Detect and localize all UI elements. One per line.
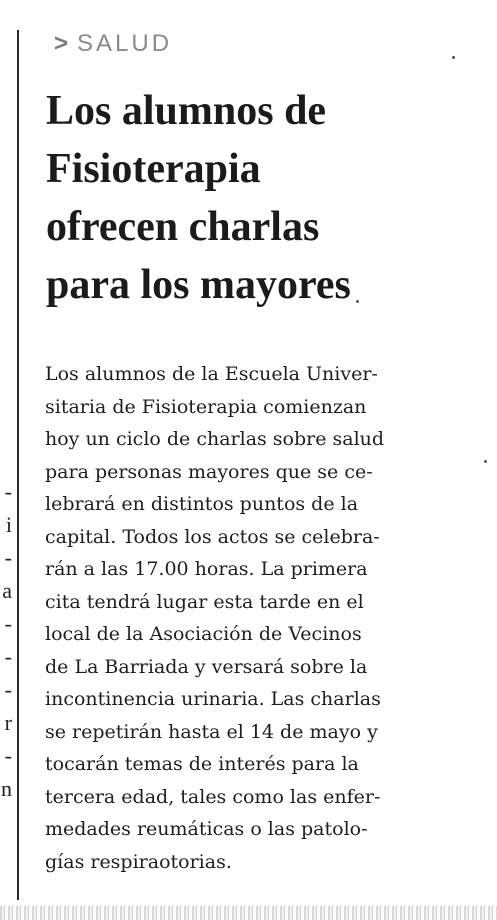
body-line: Los alumnos de la Escuela Univer- (45, 363, 378, 385)
section-label (54, 30, 172, 58)
body-line: lebrará en distintos puntos de la (45, 493, 359, 515)
section-name: SALUD (77, 30, 173, 57)
body-line: incontinencia urinaria. Las charlas (45, 688, 381, 710)
body-line: capital. Todos los actos se celebra- (45, 525, 380, 548)
body-line: cita tendrá lugar esta tarde en el (45, 590, 364, 613)
headline-line: para los mayores (46, 262, 351, 308)
section-arrow-icon: > (54, 30, 72, 57)
fragment: - (4, 611, 12, 636)
adjacent-column-fragments (0, 475, 12, 805)
headline-line: ofrecen charlas (46, 204, 320, 250)
body-line: medades reumáticas o las patolo- (45, 818, 368, 840)
headline (46, 82, 466, 314)
body-line: local de la Asociación de Vecinos (45, 623, 362, 645)
body-line: gías respiraotorias. (45, 850, 232, 873)
body-line: de La Barriada y versará sobre la (45, 655, 368, 678)
column-divider (17, 30, 19, 900)
scan-speck (484, 460, 487, 463)
article-body (45, 358, 470, 878)
body-line: hoy un ciclo de charlas sobre salud (45, 428, 385, 450)
body-line: tocarán temas de interés para la (45, 753, 359, 775)
fragment: r (4, 710, 12, 735)
body-line: rán a las 17.00 horas. La primera (45, 558, 368, 580)
fragment: - (4, 545, 12, 570)
headline-line: Fisioterapia (46, 146, 261, 192)
body-line: para personas mayores que se ce- (45, 460, 373, 483)
headline-line: Los alumnos de (46, 88, 327, 134)
fragment: - (4, 743, 12, 768)
fragment: - (4, 677, 12, 702)
body-line: sitaria de Fisioterapia comienzan (45, 395, 367, 418)
fragment: - (4, 479, 12, 504)
body-line: se repetirán hasta el 14 de mayo y (45, 720, 378, 743)
scan-speck (452, 56, 455, 59)
fragment: i (5, 512, 12, 537)
fragment: n (1, 776, 12, 801)
scan-speck (356, 300, 359, 303)
body-line: tercera edad, tales como las enfer- (45, 785, 381, 808)
scan-edge-noise (0, 906, 497, 920)
fragment: a (2, 578, 12, 603)
fragment: - (4, 644, 12, 669)
